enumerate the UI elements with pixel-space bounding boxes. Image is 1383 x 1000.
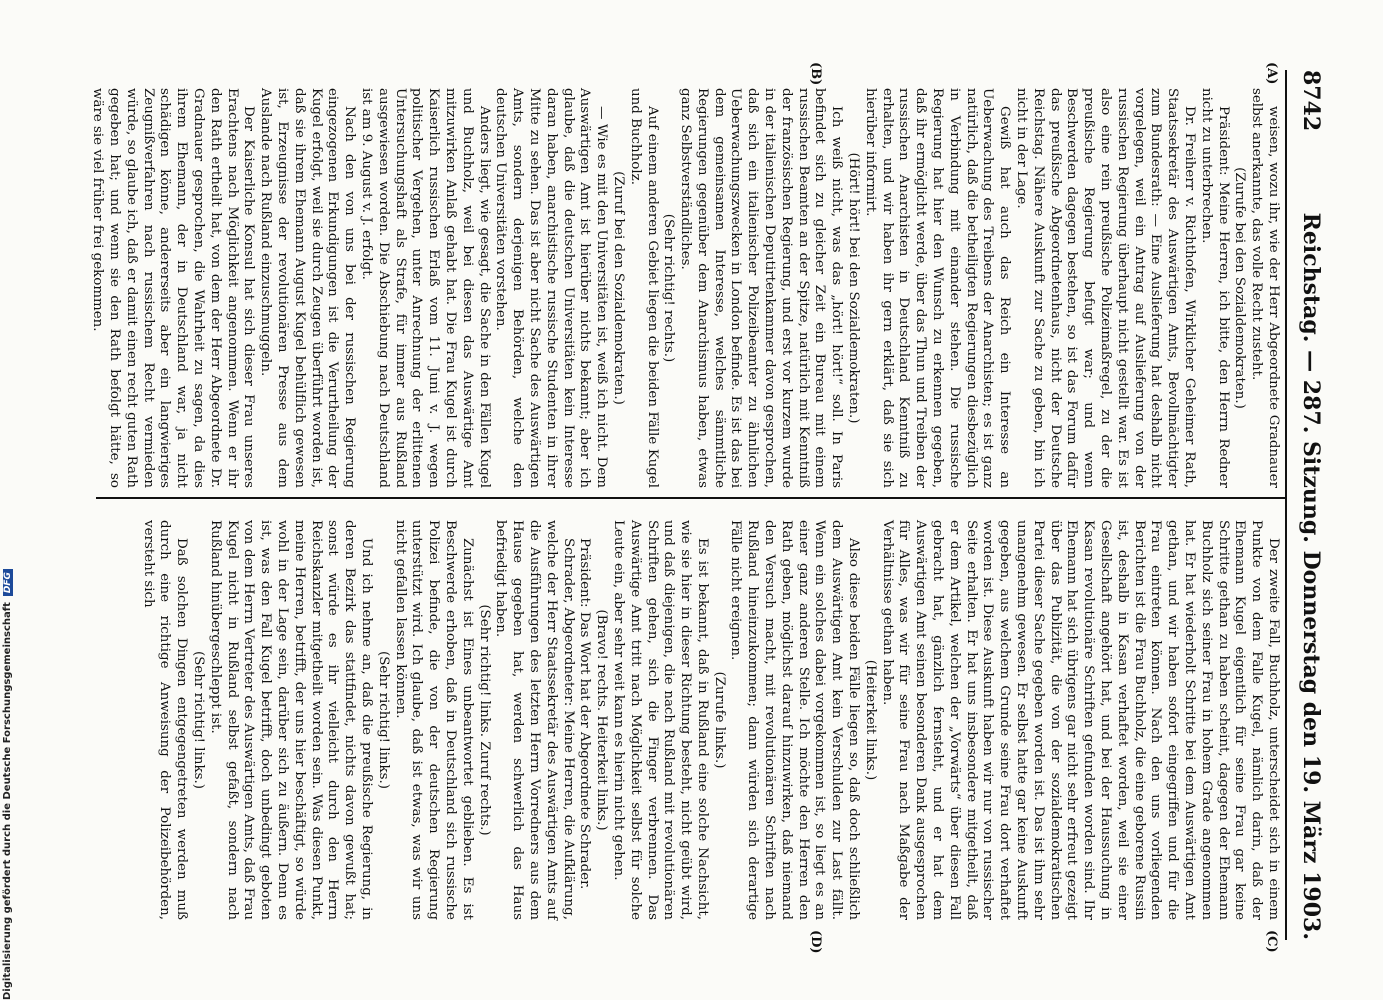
paragraph: weisen, wozu ihr, wie der Herr Abgeordnete Gradnauer selbst anerkannte, das volle Recht zusteht.: [1249, 88, 1281, 488]
margin-mark-a: (A): [1264, 62, 1279, 85]
interjection: (Heiterkeit links.): [862, 659, 878, 781]
margin-mark-b: (B): [808, 62, 823, 86]
margin-mark-d: (D): [808, 930, 823, 954]
right-text-column: [139, 520, 1281, 920]
left-text-column: [88, 88, 1281, 488]
paragraph: Zunächst ist Eines unbeantwortet geblieben. Es ist Beschwerde erhoben, daß in Deutschland sich russische Polizei befinde, die von der deutschen Regierung unterstützt wird. Ich glaube, daß ist etwas, was wir uns nicht gefallen lassen können.: [392, 520, 475, 920]
paragraph: Gewiß hat auch das Reich ein Interesse an Ueberwachung des Treibens der Anarchisten; es ist ganz natürlich, daß die betheiligten Regierungen diesbezüglich in Verbindung mit einander stehen. Die russische Regierung hat hier den Wunsch zu erkennen gegeben, daß ihr ermöglicht werde, über das Thun und Treiben der russischen Anarchisten in Deutschland Kenntniß zu erhalten, und wir haben ihr gern erklärt, daß sie sich hierüber informirt.: [862, 88, 1013, 488]
paragraph: Also diese beiden Fälle liegen so, daß doch schließlich dem Auswärtigen Amt kein Verschulden zur Last fällt. Wenn ein solches dabei vorgekommen ist, so liegt es an einer ganz anderen Stelle. Ich möchte den Herren den Rath geben, möglichst darauf hinzuwirken, daß niemand den Versuch macht, mit revolutionären Schriften nach Rußland hineinzukommen; dann würden sich derartige Fälle nicht ereignen.: [728, 520, 862, 920]
paragraph: Der zweite Fall, Buchholz, unterscheidet sich in einem Punkte von dem Falle Kugel, nämlich darin, daß der Ehemann Kugel eigentlich für seine Frau gar keine Schritte gethan zu haben scheint, dagegen der Ehemann Buchholz sich seiner Frau in hohem Grade angenommen hat. Er hat wiederholt Schritte bei dem Auswärtigen Amt gethan, und wir haben sofort eingegriffen und für die Frau eintreten können. Nach den uns vorliegenden Berichten ist die Frau Buchholz, die eine geborene Russin ist, deshalb in Kasan verhaftet worden, weil sie einer Gesellschaft angehört hat, und bei der Haussuchung in Kasan revolutionäre Schriften gefunden worden sind. Ihr Ehemann hat sich übrigens gar nicht sehr erfreut gezeigt über das Publizität, die von der sozialdemokratischen Partei dieser Sache gegeben worden ist. Das ist ihm sehr unangenehm gewesen. Er selbst hatte gar keine Auskunft gegeben, aus welchem Grunde seine Frau dort verhaftet worden ist. Diese Auskunft haben wir nur von russischer Seite erhalten. Er hat uns insbesondere mitgetheilt, daß er dem Artikel, welchen der „Vorwärts“ über diesen Fall gebracht hat, gänzlich fernsteht, und er hat dem Auswärtigen Amt seinen besonderen Dank ausgesprochen für Alles, was wir für seine Frau nach Maßgabe der Verhältnisse gethan haben.: [879, 520, 1281, 920]
interjection: (Sehr richtig! links.): [191, 651, 206, 789]
paragraph: Präsident: Meine Herren, ich bitte, den Herrn Redner nicht zu unterbrechen.: [1198, 88, 1231, 488]
paragraph: Auf einem anderen Gebiet liegen die beiden Fälle Kugel und Buchholz.: [627, 88, 660, 488]
paragraph: Dr. Freiherr v. Richthofen, Wirklicher Geheimer Rath, Staatssekretär des Auswärtigen Amts, Bevollmächtigter zum Bundesrath: — Eine Auslieferung hat deshalb nicht vorgelegen, weil ein Antrag auf Auslieferung von der russischen Regierung überhaupt nicht gestellt war. Es ist also eine rein preußische Polizeimaßregel, zu der die preußische Regierung befugt war; und wenn Beschwerden dagegen bestehen, so ist das Forum dafür das preußische Abgeordnetenhaus, nicht der Deutsche Reichstag. Nähere Auskunft zur Sache zu geben, bin ich nicht in der Lage.: [1014, 88, 1198, 488]
header-rule: [1285, 70, 1287, 940]
paragraph: Der Kaiserliche Konsul hat sich dieser Frau unseres Erachtens nach Möglichkeit angenommen. Wenn er ihr den Rath ertheilt hat, von dem der Herr Abgeordnete Dr. Gradnauer gesprochen, die Wahrheit zu sagen, da dies ihrem Ehemann, der in Deutschland war, ja nicht schädigen könne, andererseits aber ein langwieriges Zeugnißverfahren nach russischem Recht vermieden würde, so glaube ich, daß er damit einen recht guten Rath gegeben hat; und wenn sie den Rath befolgt hätte, so wäre sie viel früher frei gekommen.: [90, 88, 257, 488]
interjection: (Bravo! rechts. Heiterkeit links.): [594, 609, 610, 831]
interjection: (Sehr richtig! links. Zuruf rechts.): [476, 604, 492, 836]
paragraph: Ich weiß nicht, was das „hört! hört!“ soll. In Paris befindet sich zu gleicher Zeit ein Bureau mit einem russischen Beamten an der Spitze, natürlich mit Kenntniß der französischen Regierung, und erst vor kurzem wurde in der italienischen Deputirtenkammer davon gesprochen, daß sich ein italienischer Polizeibeamter zu ähnlichen Ueberwachungszwecken in London befinde. Es ist das bei dem gemeinsamen Interesse, welches sämmtliche Regierungen gegenüber dem Anarchismus haben, etwas ganz Selbstverständliches.: [678, 88, 845, 488]
paragraph: Es ist bekannt, daß in Rußland eine solche Nachsicht, wie sie hier in dieser Richtung besteht, nicht geübt wird, und daß diejenigen, die nach Rußland mit revolutionären Schriften gehen, sich die Finger verbrennen. Das Auswärtige Amt tritt nach Möglichkeit selbst für solche Leute ein, aber sehr weit kann es hierin nicht gehen.: [610, 520, 710, 920]
paragraph: Schrader, Abgeordneter: Meine Herren, die Aufklärung, welche der Herr Staatssekretär des Auswärtigen Amts auf die Ausführungen des letzten Herrn Vorredners aus dem Hause gegeben hat, werden schwerlich das Haus befriedigt haben.: [493, 520, 576, 920]
paragraph: Präsident: Das Wort hat der Abgeordnete Schrader.: [577, 538, 593, 890]
credit-text: Digitalisierung gefördert durch die Deutsche Forschungsgemeinschaft: [2, 602, 13, 1000]
interjection: (Hört! hört! bei den Sozialdemokraten.): [846, 152, 862, 424]
digitization-credit: [2, 0, 16, 1000]
interjection: (Sehr richtig! rechts.): [661, 213, 677, 363]
paragraph: Daß solchen Dingen entgegengetreten werden muß durch eine richtige Anweisung der Polizeibehörden, versteht sich: [140, 520, 190, 920]
paragraph: Nach den von uns bei der russischen Regierung eingezogenen Erkundigungen ist die Verurtheilung der Kugel erfolgt, weil sie durch Zeugen überführt worden ist, daß sie ihrem Ehemann August Kugel behülflich gewesen ist, Erzeugnisse der revolutionären Presse aus dem Auslande nach Rußland einzuschmuggeln.: [258, 88, 358, 488]
interjection: (Zurufe links.): [711, 671, 727, 769]
page-title: Reichstag. — 287. Sitzung. Donnerstag den 19. März 1903.: [1298, 212, 1324, 940]
page-number: 8742: [1298, 70, 1324, 132]
paragraph: Und ich nehme an, daß die preußische Regierung, in deren Bezirk das stattfindet, nichts davon gewußt hat; sonst würde es ihr vielleicht durch den Herrn Reichskanzler mitgetheilt worden sein. Was diesen Punkt, meine Herren, betrifft, der uns hier beschäftigt, so würde wohl in der Lage sein, darüber sich zu äußern. Denn es ist, was den Fall Kugel betrifft, doch unbedingt geboten von dem Herrn Vertreter des Auswärtigen Amts, daß Frau Kugel nicht in Rußland selbst gefaßt, sondern nach Rußland hinübergeschleppt ist.: [207, 520, 374, 920]
paragraph: Anders liegt, wie gesagt, die Sache in den Fällen Kugel und Buchholz, weil bei diesen das Auswärtige Amt mitzuwirken Anlaß gehabt hat. Die Frau Kugel ist durch Kaiserlich russischen Erlaß vom 11. Juni v. J. wegen politischer Vergehen, unter Anrechnung der erlittenen Untersuchungshaft als Strafe, für immer aus Rußland ausgewiesen worden. Die Abschiebung nach Deutschland ist am 9. August v. J. erfolgt.: [358, 88, 492, 488]
column-divider: [96, 497, 1287, 499]
interjection: (Zurufe bei den Sozialdemokraten.): [1232, 167, 1248, 409]
page-header: [1291, 70, 1331, 940]
interjection: (Zuruf bei den Sozialdemokraten.): [610, 171, 626, 405]
dfg-logo: DFG: [3, 569, 13, 596]
margin-mark-c: (C): [1264, 930, 1279, 953]
paragraph: — Wie es mit den Universitäten ist, weiß ich nicht. Dem Auswärtigen Amt ist hierüber nichts bekannt; aber ich glaube, daß die deutschen Universitäten kein Interesse daran haben, anarchistische russische Studenten in ihrer Mitte zu sehen. Das ist aber nicht Sache des Auswärtigen Amts, sondern derjenigen Behörden, welche den deutschen Universitäten vorstehen.: [493, 88, 610, 488]
interjection: (Sehr richtig! links.): [375, 651, 391, 789]
